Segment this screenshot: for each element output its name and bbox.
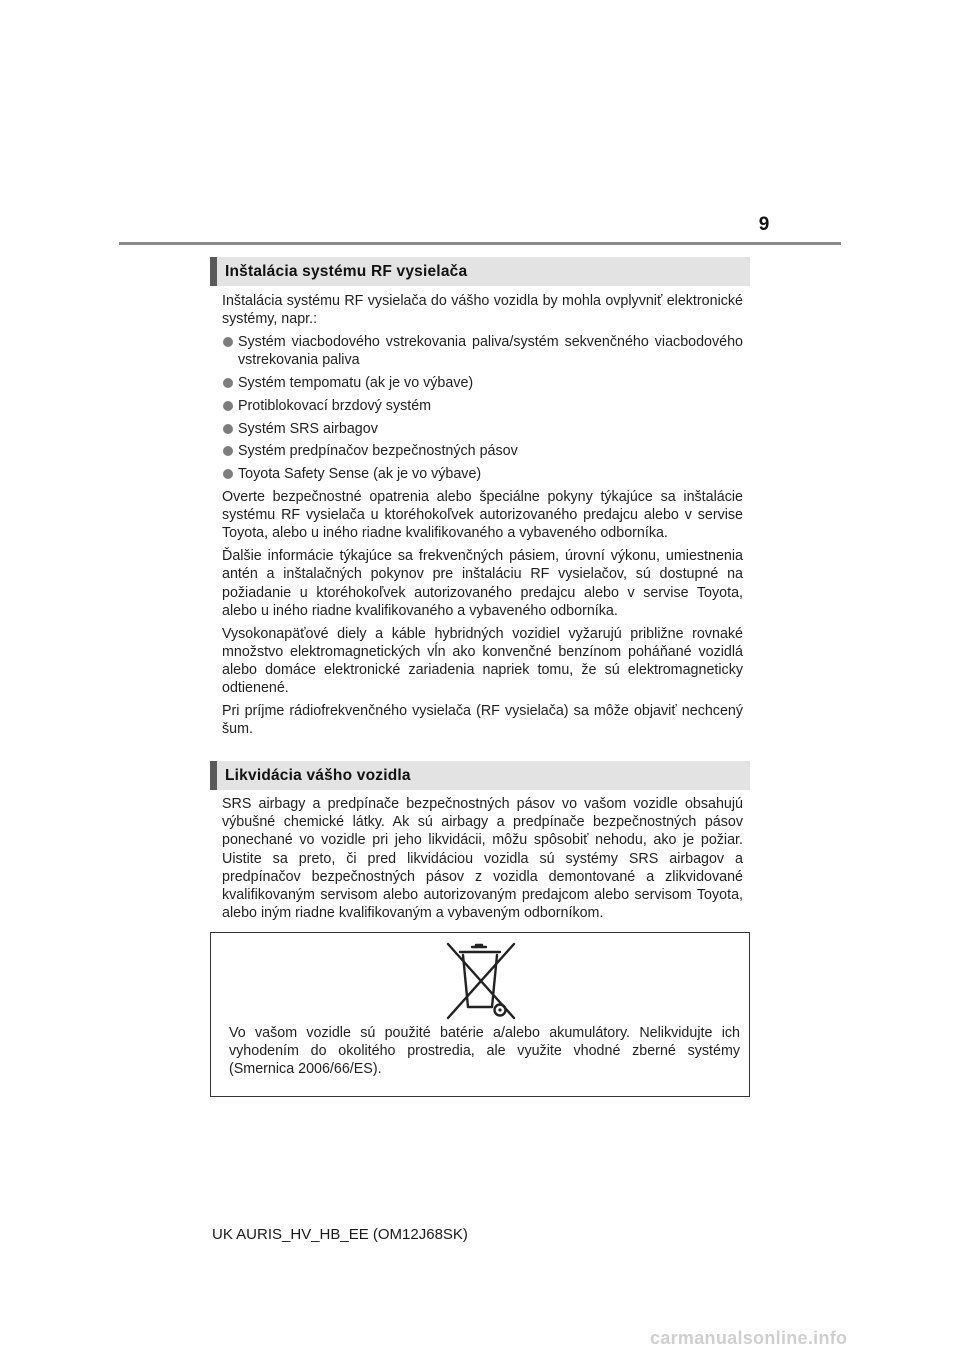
list-item-text: Toyota Safety Sense (ak je vo výbave) bbox=[238, 466, 482, 483]
top-rule bbox=[119, 242, 841, 245]
rf-intro: Inštalácia systému RF vysielača do vášho vozidla by mohla ovplyvniť elektronické systémy, napr.: bbox=[222, 293, 743, 328]
section-rf-body bbox=[222, 292, 743, 743]
rf-paragraph: Pri príjme rádiofrekvenčného vysielača (RF vysielača) sa môže objaviť nechcený šum. bbox=[222, 703, 743, 738]
disposal-paragraph: SRS airbagy a predpínače bezpečnostných pásov vo vašom vozidle obsahujú výbušné chemické látky. Ak sú airbagy a predpínače bezpečnostných pásov ponechané vo vozidle pri jeho likvidácii, môžu spôsobiť nehodu, ako je požiar. Uistite sa preto, či pred likvidáciou vozidla sú systémy SRS airbagov a predpínačov bezpečnostných pásov z vozidla demontované a zlikvidované kvalifikovaným servisom alebo autorizovaným predajcom alebo servisom Toyota, alebo iným riadne kvalifikovaným a vybaveným odborníkom. bbox=[222, 796, 743, 922]
bullet-icon bbox=[223, 424, 233, 434]
list-item bbox=[222, 397, 743, 415]
list-item-text: Protiblokovací brzdový systém bbox=[238, 397, 432, 414]
list-item bbox=[222, 465, 743, 483]
page-number: 9 bbox=[758, 214, 770, 235]
bullet-icon bbox=[223, 401, 233, 411]
watermark: carmanualsonline.info bbox=[650, 1328, 848, 1348]
list-item-text: Systém viacbodového vstrekovania paliva/systém sekvenčného viacbodového vstrekovania paliva bbox=[238, 334, 743, 369]
list-item-text: Systém tempomatu (ak je vo výbave) bbox=[238, 375, 474, 391]
rf-paragraph: Vysokonapäťové diely a káble hybridných vozidiel vyžarujú približne rovnaké množstvo elektromagnetických vĺn ako konvenčné benzínom poháňané vozidlá alebo domáce elektronické zariadenia napriek tomu, že sú elektromagneticky odtienené. bbox=[222, 625, 743, 697]
battery-notice-text: Vo vašom vozidle sú použité batérie a/alebo akumulátory. Nelikvidujte ich vyhodením do okolitého prostredia, ale využite vhodné zberné systémy (Smernica 2006/66/ES). bbox=[229, 1025, 740, 1078]
section-disposal-body bbox=[222, 795, 743, 927]
bullet-icon bbox=[223, 337, 233, 347]
section-header-rf: Inštalácia systému RF vysielača bbox=[210, 257, 750, 286]
section-header-disposal: Likvidácia vášho vozidla bbox=[210, 761, 750, 790]
bullet-icon bbox=[223, 378, 233, 388]
list-item bbox=[222, 442, 743, 460]
list-item bbox=[222, 374, 743, 392]
list-item-text: Systém SRS airbagov bbox=[238, 420, 378, 437]
battery-notice-box bbox=[210, 932, 750, 1097]
list-item-text: Systém predpínačov bezpečnostných pásov bbox=[238, 443, 518, 460]
footer-document-code: UK AURIS_HV_HB_EE (OM12J68SK) bbox=[212, 1226, 468, 1243]
rf-paragraph: Overte bezpečnostné opatrenia alebo špeciálne pokyny týkajúce sa inštalácie systému RF vysielača u ktoréhokoľvek autorizovaného predajcu alebo v servise Toyota, alebo u iného riadne kvalifikovaného a vybaveného odborníka. bbox=[222, 488, 743, 542]
list-item bbox=[222, 333, 743, 369]
rf-paragraph: Ďalšie informácie týkajúce sa frekvenčných pásiem, úrovní výkonu, umiestnenia antén a inštalačných pokynov pre inštaláciu RF vysielačov, sú dostupné na požiadanie u ktoréhokoľvek autorizovaného predajcu alebo v servise Toyota, alebo u iného riadne kvalifikovaného a vybaveného odborníka. bbox=[222, 548, 743, 619]
list-item bbox=[222, 420, 743, 438]
bullet-icon bbox=[223, 469, 233, 479]
bullet-icon bbox=[223, 446, 233, 456]
rf-bullet-list bbox=[222, 333, 743, 483]
crossed-out-wheeled-bin-icon bbox=[443, 941, 519, 1021]
